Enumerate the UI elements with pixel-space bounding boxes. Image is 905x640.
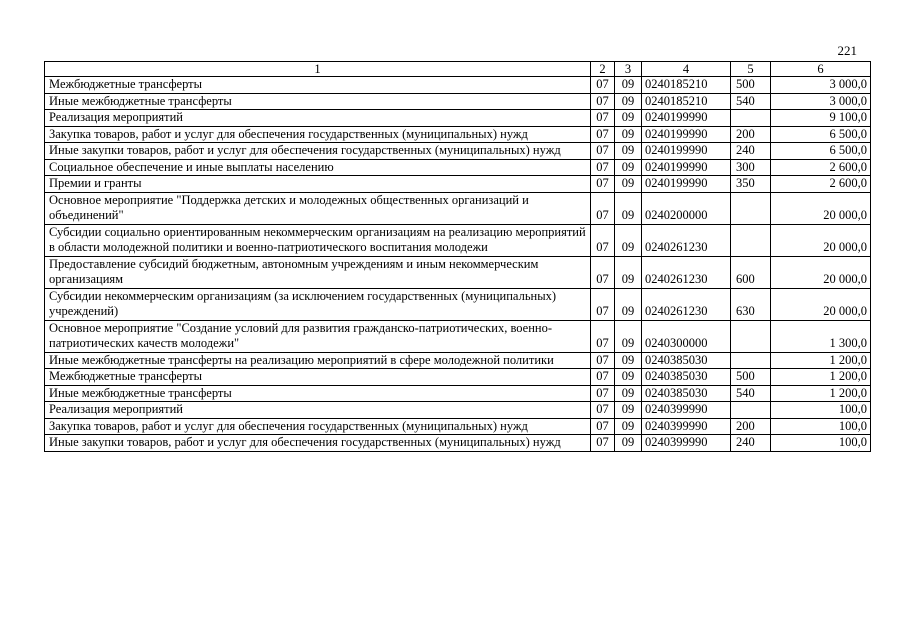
cell-target-code: 0240199990 bbox=[642, 126, 731, 143]
table-row bbox=[45, 352, 871, 369]
cell-name: Субсидии социально ориентированным некоммерческим организациям на реализацию мероприятий в области молодежной политики и военно-патриотического воспитания молодежи bbox=[45, 224, 591, 256]
cell-expense-type: 540 bbox=[731, 93, 771, 110]
column-header-2: 2 bbox=[591, 62, 615, 77]
cell-section: 07 bbox=[591, 256, 615, 288]
column-header-5: 5 bbox=[731, 62, 771, 77]
cell-subsection: 09 bbox=[615, 192, 642, 224]
cell-expense-type: 500 bbox=[731, 369, 771, 386]
cell-expense-type: 200 bbox=[731, 126, 771, 143]
cell-section: 07 bbox=[591, 159, 615, 176]
cell-amount: 3 000,0 bbox=[771, 93, 871, 110]
cell-subsection: 09 bbox=[615, 418, 642, 435]
cell-target-code: 0240385030 bbox=[642, 352, 731, 369]
table-row bbox=[45, 93, 871, 110]
cell-section: 07 bbox=[591, 385, 615, 402]
cell-name: Реализация мероприятий bbox=[45, 402, 591, 419]
cell-subsection: 09 bbox=[615, 224, 642, 256]
table-row bbox=[45, 402, 871, 419]
cell-name: Иные межбюджетные трансферты bbox=[45, 385, 591, 402]
table-row bbox=[45, 435, 871, 452]
cell-section: 07 bbox=[591, 369, 615, 386]
cell-subsection: 09 bbox=[615, 369, 642, 386]
cell-subsection: 09 bbox=[615, 110, 642, 127]
cell-section: 07 bbox=[591, 126, 615, 143]
table-row bbox=[45, 159, 871, 176]
cell-section: 07 bbox=[591, 402, 615, 419]
cell-expense-type: 540 bbox=[731, 385, 771, 402]
cell-expense-type: 350 bbox=[731, 176, 771, 193]
table-row bbox=[45, 418, 871, 435]
cell-amount: 100,0 bbox=[771, 418, 871, 435]
cell-section: 07 bbox=[591, 224, 615, 256]
cell-section: 07 bbox=[591, 77, 615, 94]
cell-name: Закупка товаров, работ и услуг для обеспечения государственных (муниципальных) нужд bbox=[45, 126, 591, 143]
cell-expense-type: 240 bbox=[731, 143, 771, 160]
cell-expense-type bbox=[731, 402, 771, 419]
cell-subsection: 09 bbox=[615, 402, 642, 419]
cell-amount: 100,0 bbox=[771, 402, 871, 419]
cell-target-code: 0240385030 bbox=[642, 385, 731, 402]
table-row bbox=[45, 192, 871, 224]
cell-target-code: 0240300000 bbox=[642, 320, 731, 352]
cell-amount: 9 100,0 bbox=[771, 110, 871, 127]
cell-target-code: 0240185210 bbox=[642, 77, 731, 94]
cell-expense-type: 240 bbox=[731, 435, 771, 452]
cell-name: Иные межбюджетные трансферты bbox=[45, 93, 591, 110]
cell-section: 07 bbox=[591, 192, 615, 224]
cell-expense-type bbox=[731, 192, 771, 224]
cell-target-code: 0240399990 bbox=[642, 402, 731, 419]
table-header bbox=[45, 62, 871, 77]
cell-target-code: 0240261230 bbox=[642, 288, 731, 320]
cell-name: Иные закупки товаров, работ и услуг для обеспечения государственных (муниципальных) нужд bbox=[45, 435, 591, 452]
cell-target-code: 0240200000 bbox=[642, 192, 731, 224]
cell-target-code: 0240185210 bbox=[642, 93, 731, 110]
cell-section: 07 bbox=[591, 320, 615, 352]
cell-subsection: 09 bbox=[615, 256, 642, 288]
table-row bbox=[45, 320, 871, 352]
cell-subsection: 09 bbox=[615, 176, 642, 193]
cell-target-code: 0240261230 bbox=[642, 224, 731, 256]
cell-section: 07 bbox=[591, 352, 615, 369]
cell-subsection: 09 bbox=[615, 288, 642, 320]
cell-subsection: 09 bbox=[615, 93, 642, 110]
cell-amount: 2 600,0 bbox=[771, 176, 871, 193]
cell-amount: 6 500,0 bbox=[771, 126, 871, 143]
cell-expense-type: 200 bbox=[731, 418, 771, 435]
cell-subsection: 09 bbox=[615, 320, 642, 352]
column-header-3: 3 bbox=[615, 62, 642, 77]
cell-name: Предоставление субсидий бюджетным, автономным учреждениям и иным некоммерческим организациям bbox=[45, 256, 591, 288]
table-row bbox=[45, 224, 871, 256]
cell-target-code: 0240261230 bbox=[642, 256, 731, 288]
cell-target-code: 0240199990 bbox=[642, 176, 731, 193]
cell-section: 07 bbox=[591, 288, 615, 320]
cell-name: Иные межбюджетные трансферты на реализацию мероприятий в сфере молодежной политики bbox=[45, 352, 591, 369]
cell-amount: 1 300,0 bbox=[771, 320, 871, 352]
table-body bbox=[45, 77, 871, 452]
cell-name: Социальное обеспечение и иные выплаты населению bbox=[45, 159, 591, 176]
cell-amount: 1 200,0 bbox=[771, 369, 871, 386]
cell-name: Иные закупки товаров, работ и услуг для обеспечения государственных (муниципальных) нужд bbox=[45, 143, 591, 160]
table-row bbox=[45, 176, 871, 193]
cell-name: Закупка товаров, работ и услуг для обеспечения государственных (муниципальных) нужд bbox=[45, 418, 591, 435]
cell-subsection: 09 bbox=[615, 77, 642, 94]
cell-section: 07 bbox=[591, 176, 615, 193]
cell-section: 07 bbox=[591, 110, 615, 127]
cell-amount: 20 000,0 bbox=[771, 256, 871, 288]
cell-expense-type: 630 bbox=[731, 288, 771, 320]
page-number: 221 bbox=[837, 43, 857, 58]
table-row bbox=[45, 77, 871, 94]
cell-target-code: 0240399990 bbox=[642, 418, 731, 435]
cell-name: Межбюджетные трансферты bbox=[45, 77, 591, 94]
cell-subsection: 09 bbox=[615, 143, 642, 160]
cell-expense-type: 600 bbox=[731, 256, 771, 288]
cell-subsection: 09 bbox=[615, 126, 642, 143]
header-row bbox=[45, 62, 871, 77]
cell-section: 07 bbox=[591, 143, 615, 160]
cell-expense-type: 500 bbox=[731, 77, 771, 94]
table-row bbox=[45, 385, 871, 402]
cell-target-code: 0240199990 bbox=[642, 143, 731, 160]
cell-subsection: 09 bbox=[615, 352, 642, 369]
cell-amount: 6 500,0 bbox=[771, 143, 871, 160]
cell-section: 07 bbox=[591, 93, 615, 110]
cell-target-code: 0240199990 bbox=[642, 159, 731, 176]
column-header-1: 1 bbox=[45, 62, 591, 77]
cell-expense-type bbox=[731, 110, 771, 127]
table-row bbox=[45, 288, 871, 320]
table-row bbox=[45, 369, 871, 386]
table-row bbox=[45, 110, 871, 127]
cell-name: Премии и гранты bbox=[45, 176, 591, 193]
cell-target-code: 0240385030 bbox=[642, 369, 731, 386]
cell-target-code: 0240199990 bbox=[642, 110, 731, 127]
cell-expense-type: 300 bbox=[731, 159, 771, 176]
cell-subsection: 09 bbox=[615, 385, 642, 402]
column-header-6: 6 bbox=[771, 62, 871, 77]
cell-name: Основное мероприятие "Создание условий для развития гражданско-патриотических, военно-патриотических качеств молодежи" bbox=[45, 320, 591, 352]
cell-target-code: 0240399990 bbox=[642, 435, 731, 452]
cell-amount: 20 000,0 bbox=[771, 192, 871, 224]
cell-expense-type bbox=[731, 352, 771, 369]
cell-subsection: 09 bbox=[615, 159, 642, 176]
cell-amount: 2 600,0 bbox=[771, 159, 871, 176]
budget-table bbox=[44, 61, 871, 452]
cell-amount: 100,0 bbox=[771, 435, 871, 452]
table-row bbox=[45, 256, 871, 288]
cell-amount: 1 200,0 bbox=[771, 352, 871, 369]
cell-name: Субсидии некоммерческим организациям (за исключением государственных (муниципальных) учреждений) bbox=[45, 288, 591, 320]
table-row bbox=[45, 143, 871, 160]
cell-name: Межбюджетные трансферты bbox=[45, 369, 591, 386]
cell-section: 07 bbox=[591, 435, 615, 452]
table-row bbox=[45, 126, 871, 143]
cell-expense-type bbox=[731, 224, 771, 256]
cell-name: Реализация мероприятий bbox=[45, 110, 591, 127]
cell-amount: 1 200,0 bbox=[771, 385, 871, 402]
cell-amount: 3 000,0 bbox=[771, 77, 871, 94]
cell-amount: 20 000,0 bbox=[771, 224, 871, 256]
cell-amount: 20 000,0 bbox=[771, 288, 871, 320]
column-header-4: 4 bbox=[642, 62, 731, 77]
cell-subsection: 09 bbox=[615, 435, 642, 452]
cell-section: 07 bbox=[591, 418, 615, 435]
cell-name: Основное мероприятие "Поддержка детских и молодежных общественных организаций и объединений" bbox=[45, 192, 591, 224]
cell-expense-type bbox=[731, 320, 771, 352]
